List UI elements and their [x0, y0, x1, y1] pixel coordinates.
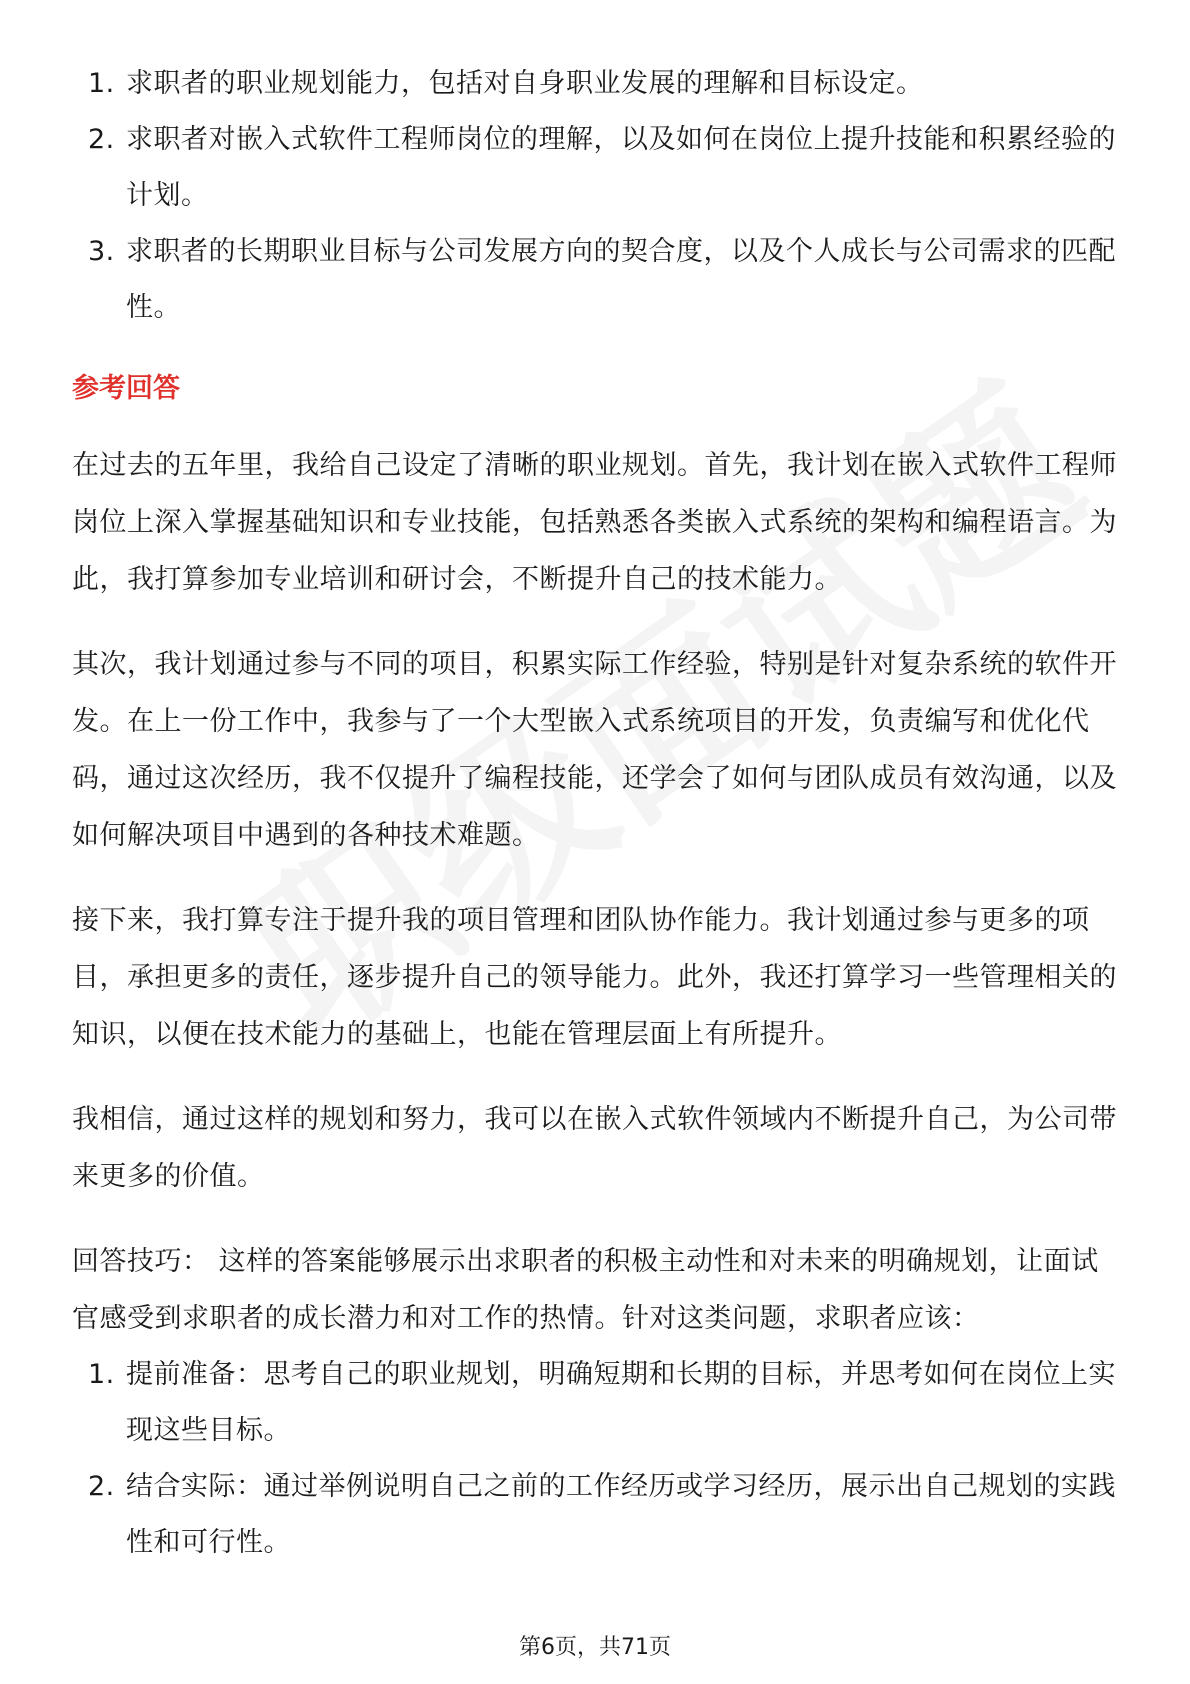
- answer-paragraph: 接下来，我打算专注于提升我的项目管理和团队协作能力。我计划通过参与更多的项目，承担更多的责任，逐步提升自己的领导能力。此外，我还打算学习一些管理相关的知识，以便在技术能力的基础上，也能在管理层面上有所提升。: [72, 905, 1117, 1050]
- list-item: [72, 56, 1117, 112]
- list-item-number: 3.: [88, 236, 115, 267]
- tips-list: [72, 1347, 1117, 1571]
- list-item-number: 1.: [88, 68, 115, 99]
- list-item-text: 求职者对嵌入式软件工程师岗位的理解，以及如何在岗位上提升技能和积累经验的计划。: [126, 124, 1116, 211]
- list-item-text: 提前准备：思考自己的职业规划，明确短期和长期的目标，并思考如何在岗位上实现这些目标。: [126, 1359, 1116, 1446]
- page-number: 第6页，共71页: [519, 1635, 671, 1660]
- answer-paragraph: 在过去的五年里，我给自己设定了清晰的职业规划。首先，我计划在嵌入式软件工程师岗位上深入掌握基础知识和专业技能，包括熟悉各类嵌入式系统的架构和编程语言。为此，我打算参加专业培训和研讨会，不断提升自己的技术能力。: [72, 450, 1117, 595]
- list-item: [72, 1347, 1117, 1459]
- list-item: [72, 1459, 1117, 1571]
- list-item-text: 结合实际：通过举例说明自己之前的工作经历或学习经历，展示出自己规划的实践性和可行性。: [126, 1471, 1116, 1558]
- list-item-text: 求职者的长期职业目标与公司发展方向的契合度，以及个人成长与公司需求的匹配性。: [126, 236, 1116, 323]
- section-heading: 参考回答: [72, 373, 180, 404]
- list-item: [72, 112, 1117, 224]
- answer-paragraph: 我相信，通过这样的规划和努力，我可以在嵌入式软件领域内不断提升自己，为公司带来更多的价值。: [72, 1104, 1117, 1192]
- list-item: [72, 224, 1117, 336]
- list-item-text: 求职者的职业规划能力，包括对自身职业发展的理解和目标设定。: [126, 68, 924, 99]
- list-item-number: 2.: [88, 1471, 115, 1502]
- list-item-number: 2.: [88, 124, 115, 155]
- tips-paragraph: 回答技巧： 这样的答案能够展示出求职者的积极主动性和对未来的明确规划，让面试官感受到求职者的成长潜力和对工作的热情。针对这类问题，求职者应该：: [72, 1246, 1099, 1334]
- answer-paragraph: 其次，我计划通过参与不同的项目，积累实际工作经验，特别是针对复杂系统的软件开发。在上一份工作中，我参与了一个大型嵌入式系统项目的开发，负责编写和优化代码，通过这次经历，我不仅提升了编程技能，还学会了如何与团队成员有效沟通，以及如何解决项目中遇到的各种技术难题。: [72, 649, 1117, 851]
- criteria-list: [72, 56, 1117, 336]
- page-content: [72, 56, 1117, 1571]
- list-item-number: 1.: [88, 1359, 115, 1390]
